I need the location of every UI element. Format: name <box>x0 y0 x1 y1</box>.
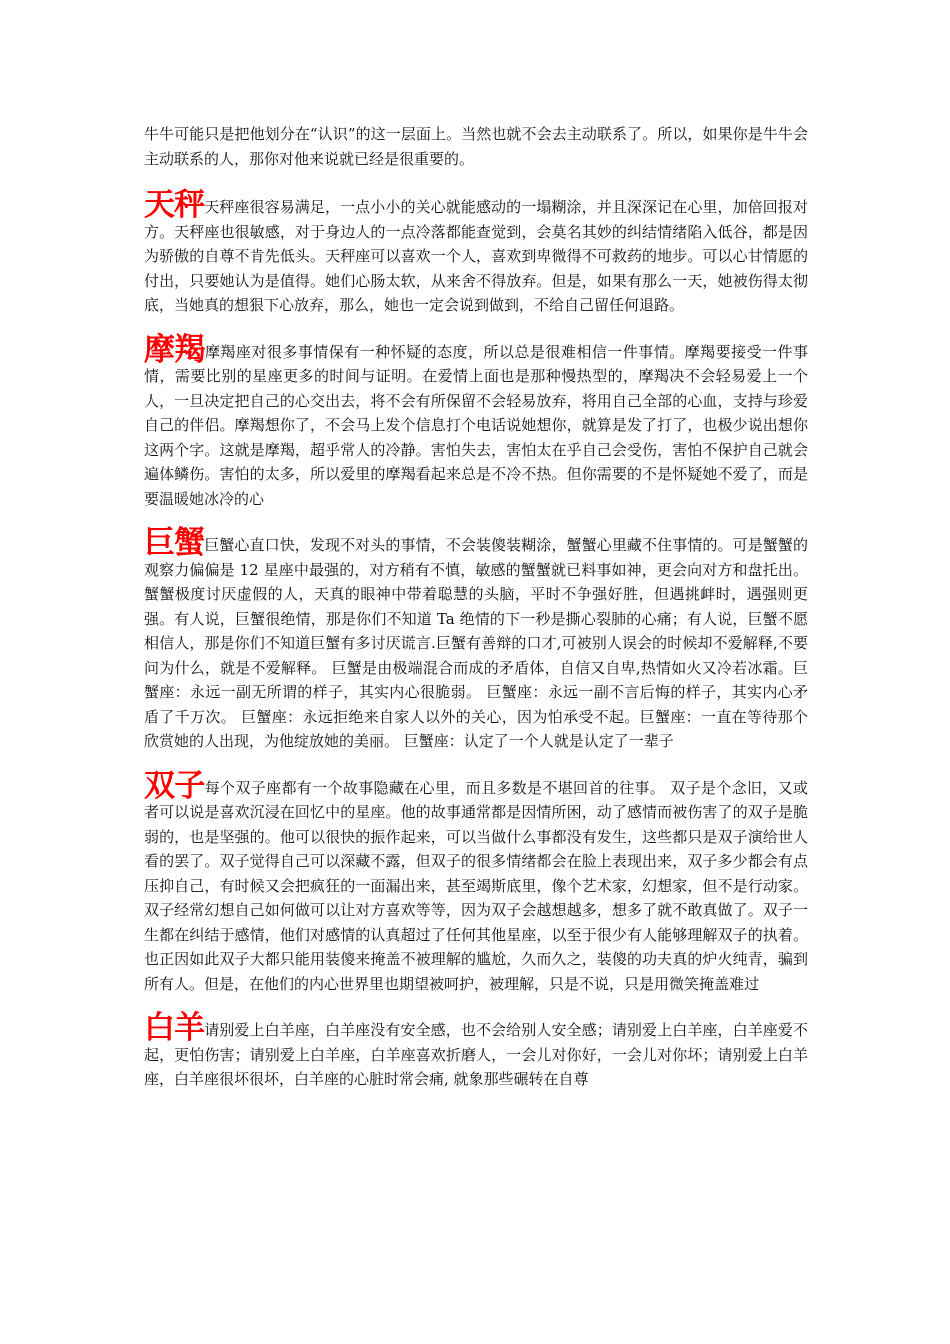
section-libra <box>144 187 808 318</box>
section-body: 巨蟹心直口快，发现不对头的事情，不会装傻装糊涂，蟹蟹心里藏不住事情的。可是蟹蟹的观察力偏偏是 12 星座中最强的，对方稍有不慎，敏感的蟹蟹就已料事如神，更会向对方和盘托出。蟹蟹极度讨厌虚假的人，天真的眼神中带着聪慧的头脑，平时不争强好胜，但遇挑衅时，遇强则更强。有人说，巨蟹很绝情，那是你们不知道 Ta 绝情的下一秒是撕心裂肺的心痛；有人说，巨蟹不愿相信人，那是你们不知道巨蟹有多讨厌谎言.巨蟹有善辩的口才,可被别人误会的时候却不爱解释,不要问为什么，就是不爱解释。 巨蟹是由极端混合而成的矛盾体，自信又自卑,热情如火又冷若冰霜。巨蟹座：永远一副无所谓的样子，其实内心很脆弱。 巨蟹座：永远一副不言后悔的样子，其实内心矛盾了千万次。 巨蟹座：永远拒绝来自家人以外的关心，因为怕承受不起。巨蟹座：一直在等待那个欣赏她的人出现，为他绽放她的美丽。 巨蟹座：认定了一个人就是认定了一辈子 <box>144 536 808 750</box>
section-cancer <box>144 525 808 754</box>
section-paragraph <box>144 332 808 512</box>
section-body: 摩羯座对很多事情保有一种怀疑的态度，所以总是很难相信一件事情。摩羯要接受一件事情，需要比别的星座更多的时间与证明。在爱情上面也是那种慢热型的，摩羯决不会轻易爱上一个人，一旦决定把自己的心交出去，将不会有所保留不会轻易放弃，将用自己全部的心血，支持与珍爱自己的伴侣。摩羯想你了，不会马上发个信息打个电话说她想你，就算是发了打了，也极少说出想你这两个字。这就是摩羯，超乎常人的冷静。害怕失去，害怕太在乎自己会受伤，害怕不保护自己就会遍体鳞伤。害怕的太多，所以爱里的摩羯看起来总是不冷不热。但你需要的不是怀疑她不爱了，而是要温暖她冰冷的心 <box>144 342 808 508</box>
section-body: 每个双子座都有一个故事隐藏在心里，而且多数是不堪回首的往事。 双子是个念旧，又或者可以说是喜欢沉浸在回忆中的星座。他的故事通常都是因情所困，动了感情而被伤害了的双子是脆弱的，也是坚强的。他可以很快的振作起来，可以当做什么事都没有发生，这些都只是双子演给世人看的罢了。双子觉得自己可以深藏不露，但双子的很多情绪都会在脸上表现出来，双子多少都会有点压抑自己，有时候又会把疯狂的一面漏出来，甚至竭斯底里，像个艺术家，幻想家，但不是行动家。双子经常幻想自己如何做可以让对方喜欢等等，因为双子会越想越多，想多了就不敢真做了。双子一生都在纠结于感情，他们对感情的认真超过了任何其他星座，以至于很少有人能够理解双子的执着。也正因如此双子大都只能用装傻来掩盖不被理解的尴尬，久而久之，装傻的功夫真的炉火纯青，骗到所有人。但是，在他们的内心世界里也期望被呵护，被理解，只是不说，只是用微笑掩盖难过 <box>144 778 809 993</box>
section-body: 天秤座很容易满足，一点小小的关心就能感动的一塌糊涂，并且深深记在心里，加倍回报对方。天秤座也很敏感，对于身边人的一点冷落都能查觉到，会莫名其妙的纠结情绪陷入低谷，都是因为骄傲的自尊不肯先低头。天秤座可以喜欢一个人，喜欢到卑微得不可救药的地步。可以心甘情愿的付出，只要她认为是值得。她们心肠太软，从来舍不得放弃。但是，如果有那么一天，她被伤得太彻底，当她真的想狠下心放弃，那么，她也一定会说到做到，不给自己留任何退路。 <box>144 198 808 314</box>
section-heading: 巨蟹 <box>144 525 205 561</box>
section-paragraph <box>144 187 808 318</box>
section-paragraph <box>144 525 808 754</box>
section-heading: 白羊 <box>144 1010 205 1046</box>
intro-paragraph: 牛牛可能只是把他划分在“认识”的这一层面上。当然也就不会去主动联系了。所以，如果你是牛牛会主动联系的人，那你对他来说就已经是很重要的。 <box>144 125 808 168</box>
section-heading: 双子 <box>144 767 205 804</box>
section-aries <box>144 1010 808 1092</box>
section-paragraph <box>144 768 808 997</box>
section-paragraph <box>144 1010 808 1092</box>
section-heading: 天秤 <box>144 187 205 223</box>
section-gemini <box>144 768 808 997</box>
section-body: 请别爱上白羊座，白羊座没有安全感，也不会给别人安全感；请别爱上白羊座，白羊座爱不起，更怕伤害；请别爱上白羊座，白羊座喜欢折磨人，一会儿对你好，一会儿对你坏；请别爱上白羊座，白羊座很坏很坏，白羊座的心脏时常会痛, 就象那些碾转在自尊 <box>144 1021 808 1088</box>
section-heading: 摩羯 <box>144 331 205 368</box>
section-capricorn <box>144 332 808 512</box>
document-page <box>144 122 808 1106</box>
